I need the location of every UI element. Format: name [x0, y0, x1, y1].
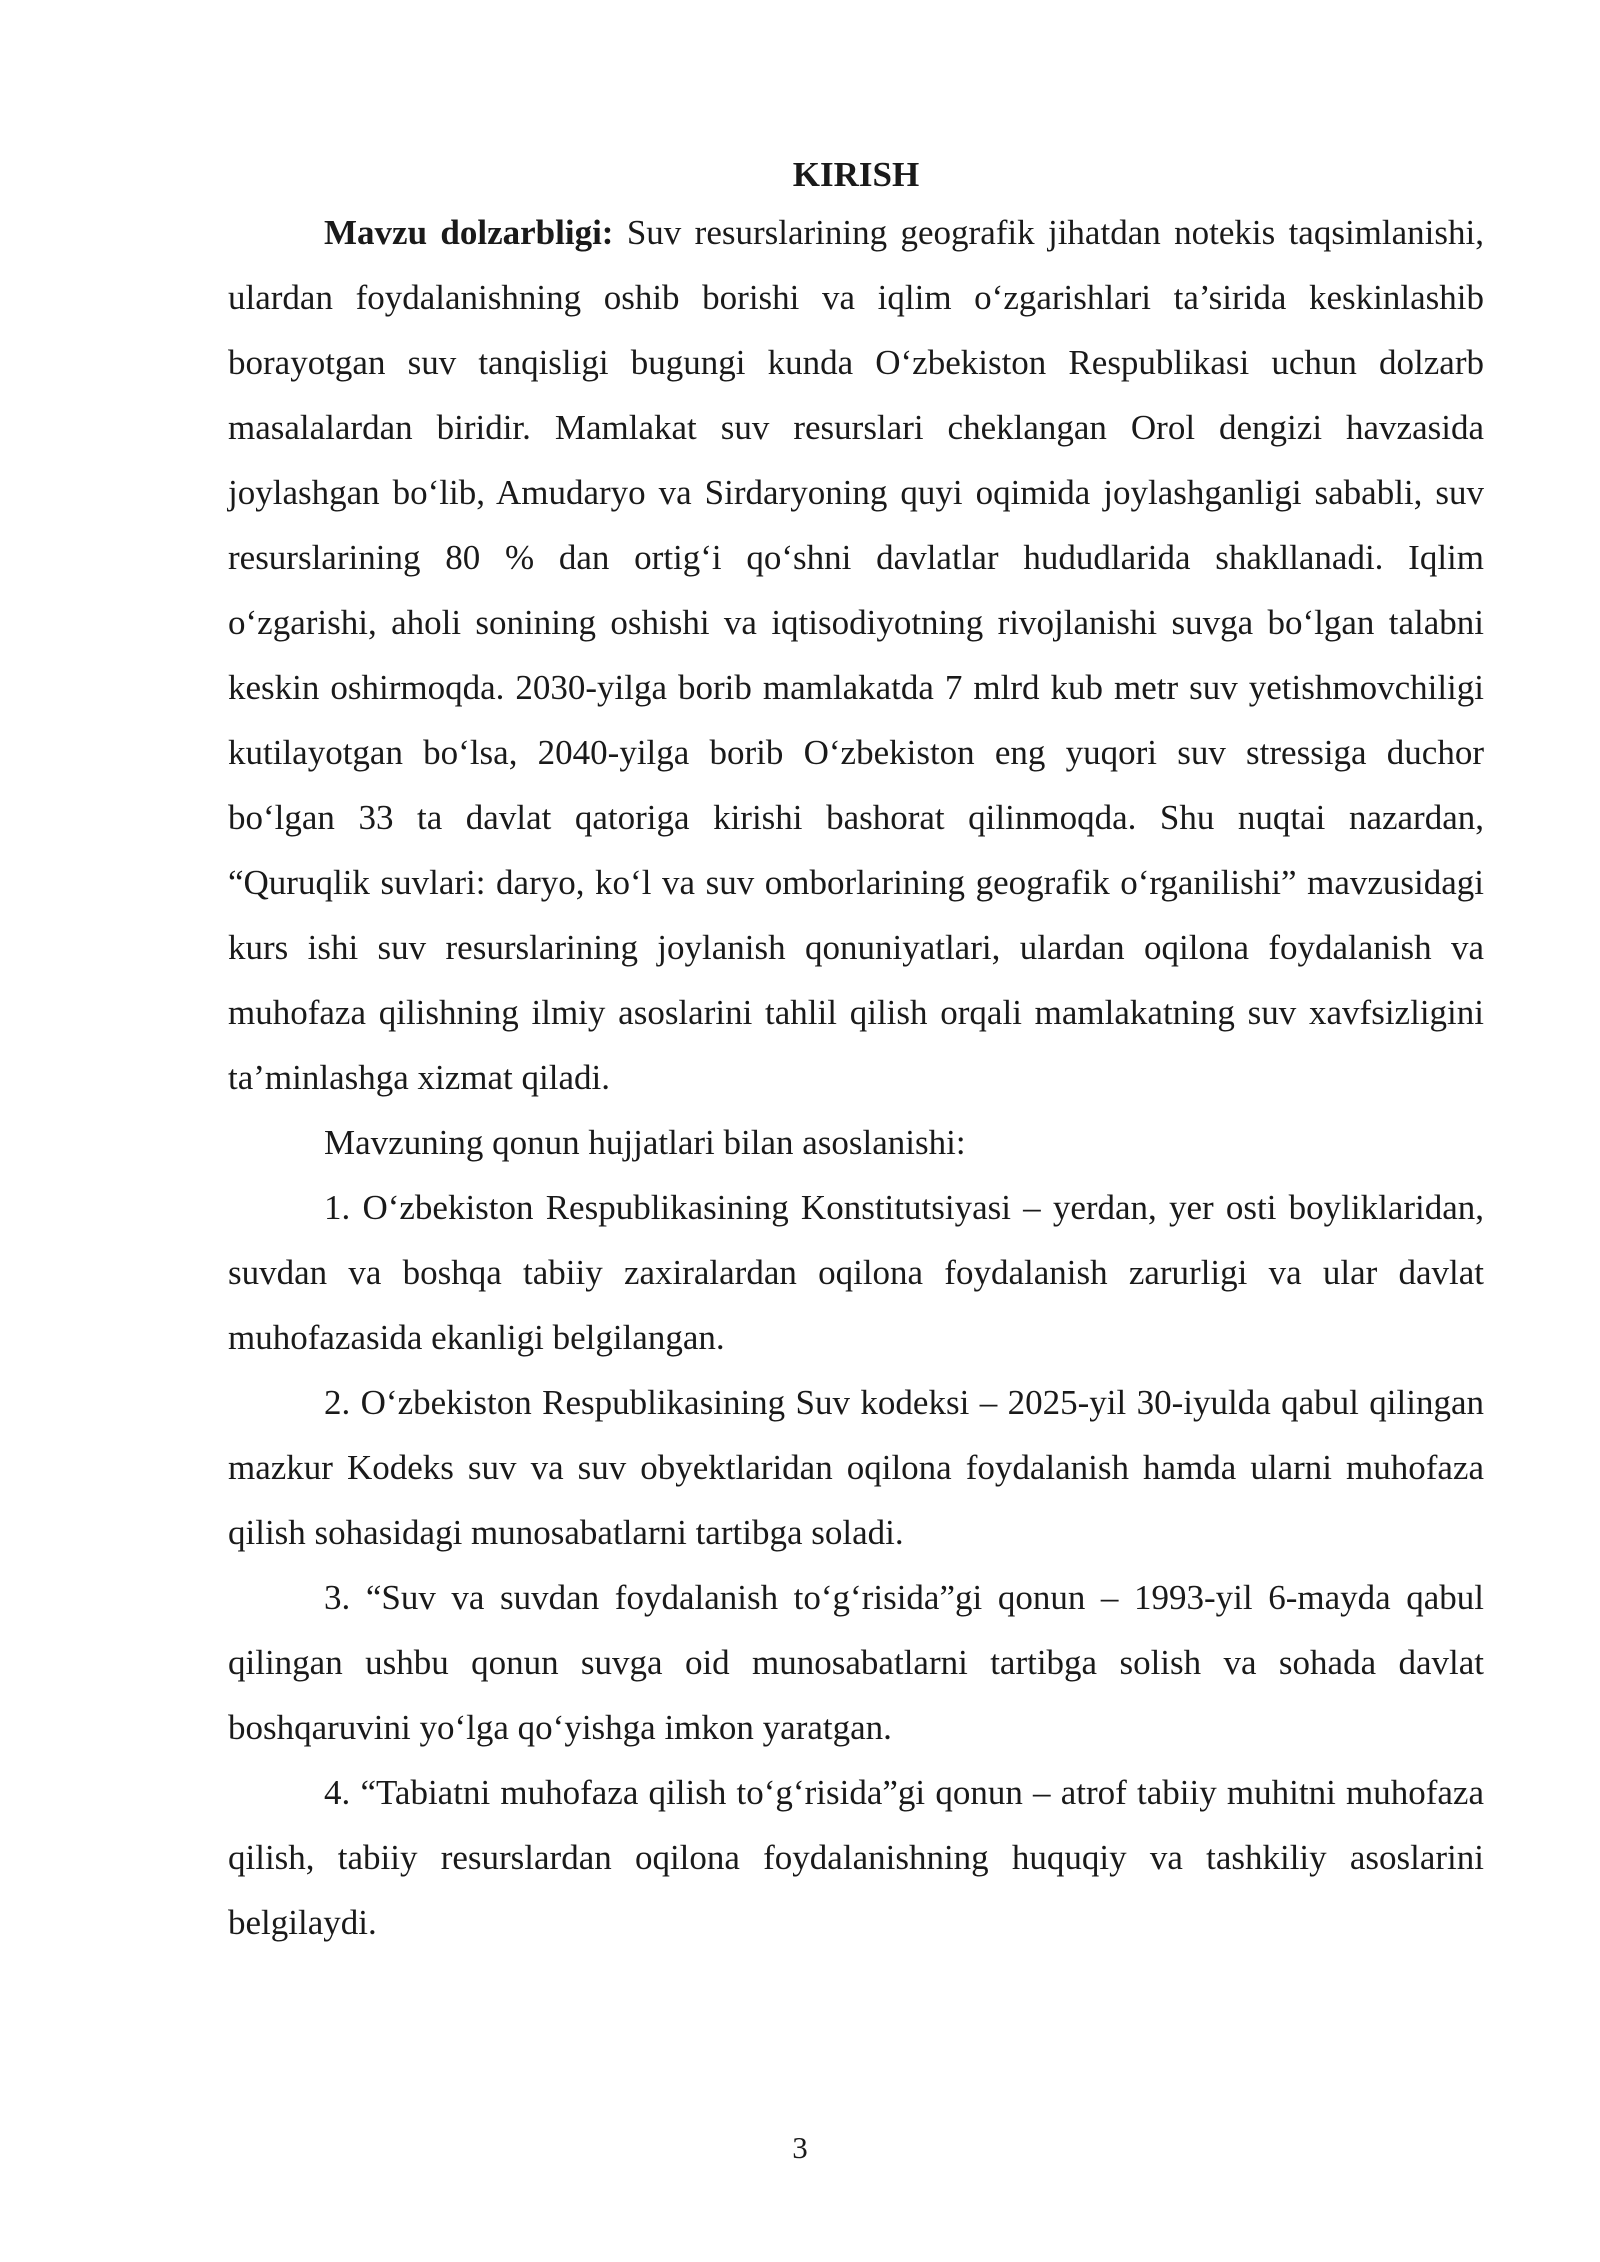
page-number: 3 [792, 2130, 808, 2165]
legal-item: 1. O‘zbekiston Respublikasining Konstitutsiyasi – yerdan, yer osti boyliklaridan, suvdan va boshqa tabiiy zaxiralardan oqilona foydalanish zarurligi va ular davlat muhofazasida ekanligi belgilangan. [228, 1188, 1484, 1357]
page-title: KIRISH [792, 155, 920, 194]
intro-text: Suv resurslarining geografik jihatdan notekis taqsimlanishi, ulardan foydalanishning oshib borishi va iqlim o‘zgarishlari ta’sirida keskinlashib borayotgan suv tanqisligi bugungi kunda O‘zbekiston Respublikasi uchun dolzarb masalalardan biridir. Mamlakat suv resurslari cheklangan Orol dengizi havzasida joylashgan bo‘lib, Amudaryo va Sirdaryoning quyi oqimida joylashganligi sababli, suv resurslarining 80 % dan ortig‘i qo‘shni davlatlar hududlarida shakllanadi. Iqlim o‘zgarishi, aholi sonining oshishi va iqtisodiyotning rivojlanishi suvga bo‘lgan talabni keskin oshirmoqda. 2030-yilga borib mamlakatda 7 mlrd kub metr suv yetishmovchiligi kutilayotgan bo‘lsa, 2040-yilga borib O‘zbekiston eng yuqori suv stressiga duchor bo‘lgan 33 ta davlat qatoriga kirishi bashorat qilinmoqda. Shu nuqtai nazardan, “Quruqlik suvlari: daryo, ko‘l va suv omborlarining geografik o‘rganilishi” mavzusidagi kurs ishi suv resurslarining joylanish qonuniyatlari, ulardan oqilona foydalanish va muhofaza qilishning ilmiy asoslarini tahlil qilish orqali mamlakatning suv xavfsizligini ta’minlashga xizmat qiladi. [228, 213, 1484, 1097]
document-page [228, 150, 1484, 1955]
legal-item: 4. “Tabiatni muhofaza qilish to‘g‘risida”gi qonun – atrof tabiiy muhitni muhofaza qilish, tabiiy resurslardan oqilona foydalanishning huquqiy va tashkiliy asoslarini belgilaydi. [228, 1773, 1484, 1942]
legal-item: 3. “Suv va suvdan foydalanish to‘g‘risida”gi qonun – 1993-yil 6-mayda qabul qilingan ushbu qonun suvga oid munosabatlarni tartibga solish va sohada davlat boshqaruvini yo‘lga qo‘yishga imkon yaratgan. [228, 1578, 1484, 1747]
legal-item: 2. O‘zbekiston Respublikasining Suv kodeksi – 2025-yil 30-iyulda qabul qilingan mazkur Kodeks suv va suv obyektlaridan oqilona foydalanish hamda ularni muhofaza qilish sohasidagi munosabatlarni tartibga soladi. [228, 1383, 1484, 1552]
intro-paragraph [228, 200, 1484, 1110]
intro-lead: Mavzu dolzarbligi: [324, 213, 614, 252]
legal-heading: Mavzuning qonun hujjatlari bilan asoslanishi: [324, 1123, 966, 1162]
